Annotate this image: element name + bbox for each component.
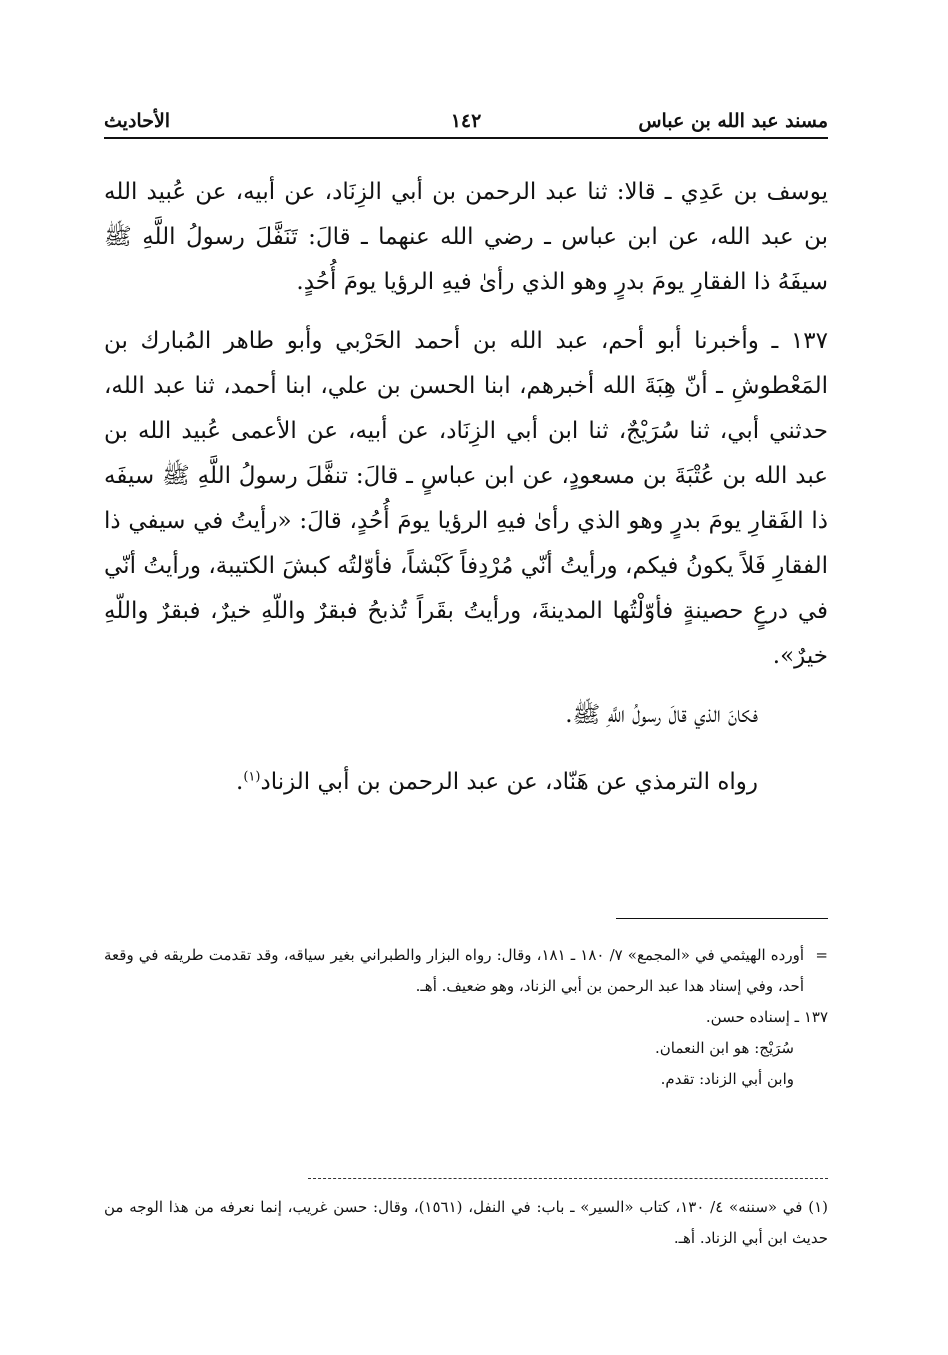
closing-sentence: فكانَ الذي قالَ رسولُ اللَّهِ ﷺ. — [565, 702, 758, 728]
footnote-separator — [616, 918, 828, 919]
note-137: ١٣٧ ـ إسناده حسن. — [705, 1008, 828, 1026]
header-section-title: الأحاديث — [104, 110, 171, 132]
page-number: ١٤٢ — [450, 110, 482, 132]
footnote-ref: (١) — [243, 769, 261, 785]
note-sub-2: وابن أبي الزناد: تقدم. — [660, 1070, 794, 1088]
continued-note — [104, 940, 828, 1002]
paragraph-continuation: يوسف بن عَدِي ـ قالا: ثنا عبد الرحمن بن أبي الزِنَاد، عن أبيه، عن عُبيد الله بن عبد الله، عن ابن عباس ـ رضي الله عنهما ـ قالَ: تَنَفَّلَ رسولُ اللَّهِ ﷺ سيفَهُ ذا الفقارِ يومَ بدرٍ وهو الذي رأىٰ فيهِ الرؤيا يومَ أُحُدٍ. — [104, 179, 828, 295]
commentary-notes — [104, 940, 828, 1095]
continued-note-text: أورده الهيثمي في «المجمع» ٧/ ١٨٠ ـ ١٨١، وقال: رواه البزار والطبراني بغير سياقه، وقد تقدمت طريقه في وقعة أحد، وفي إسناد هدا عبد الرحمن بن أبي الزناد، وهو ضعيف. أهـ. — [104, 946, 804, 995]
narration-end: . — [236, 769, 244, 795]
footnote — [104, 1192, 828, 1254]
continuation-mark: = — [815, 946, 828, 964]
header-book-title: مسند عبد الله بن عباس — [638, 110, 828, 132]
footnote-dashed-separator — [308, 1178, 828, 1179]
narration-note — [104, 760, 828, 805]
hadith-137: ١٣٧ ـ وأخبرنا أبو أحم، عبد الله بن أحمد الحَرْبي وأبو طاهر المُبارك بن المَعْطوشِ ـ أنّ هِبَةَ الله أخبرهم، ابنا الحسن بن علي، ابنا أحمد، ثنا عبد الله، حدثني أبي، ثنا سُرَيْجٌ، ثنا ابن أبي الزِنَاد، عن أبيه، عن الأعمى عُبيد الله بن عبد الله بن عُتْبَةَ بن مسعودٍ، عن ابن عباسٍ ـ قالَ: تنفَّلَ رسولُ اللَّهِ ﷺ سيفَه ذا الفَقارِ يومَ بدرٍ وهو الذي رأىٰ فيهِ الرؤيا يومَ أُحُدٍ، قالَ: «رأيتُ في سيفي ذا الفقارِ فَلاً يكونُ فيكم، ورأيتُ أنّي مُرْدِفاً كَبْشاً، فأوّلتُه كبشَ الكتيبة، ورأيتُ أنّي في درعٍ حصينةٍ فأوّلْتُها المدينةَ، ورأيتُ بقَراً تُذبحُ فبقرٌ واللّهِ خيرٌ، فبقرٌ واللّهِ خيرٌ». — [104, 328, 828, 669]
footnote-1: (١) في «سننه» ٤/ ١٣٠، كتاب «السير» ـ باب: في النفل، (١٥٦١)، وقال: حسن غريب، إنما نعرفه من هذا الوجه من حديث ابن أبي الزناد. أهـ. — [104, 1198, 828, 1247]
running-header — [104, 100, 828, 132]
narration-text: رواه الترمذي عن هَنّاد، عن عبد الرحمن بن أبي الزناد — [260, 769, 758, 795]
note-sub-1: سُرَيْج: هو ابن النعمان. — [654, 1039, 794, 1057]
main-text — [104, 170, 828, 805]
header-rule — [104, 137, 828, 139]
